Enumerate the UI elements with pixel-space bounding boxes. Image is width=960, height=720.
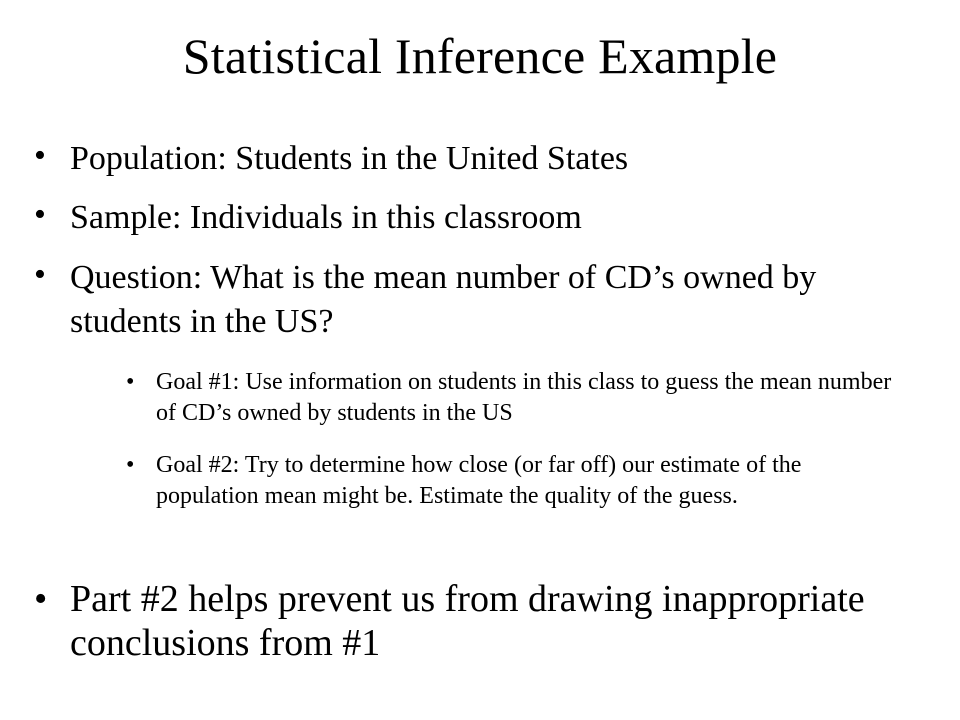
bullet-dot: •	[34, 256, 46, 293]
bullet-text: Question: What is the mean number of CD’s owned by students in the US?	[70, 259, 817, 340]
bullet-dot: •	[34, 137, 46, 174]
bullet-text: Sample: Individuals in this classroom	[70, 199, 582, 236]
bullet-dot: •	[34, 196, 46, 233]
sub-bullet-text: Goal #1: Use information on students in this class to guess the mean number of CD’s owned by students in the US	[156, 369, 892, 426]
sub-bullet-text: Goal #2: Try to determine how close (or far off) our estimate of the population mean might be. Estimate the quality of the guess.	[156, 452, 802, 509]
sub-bullet-dot: •	[126, 369, 135, 395]
slide-title: Statistical Inference Example	[182, 28, 778, 84]
bullet-text: Part #2 helps prevent us from drawing inappropriate conclusions from #1	[70, 578, 865, 664]
bullet-dot: •	[34, 578, 48, 620]
sub-bullet-dot: •	[126, 452, 135, 478]
bullet-text: Population: Students in the United States	[70, 140, 629, 177]
